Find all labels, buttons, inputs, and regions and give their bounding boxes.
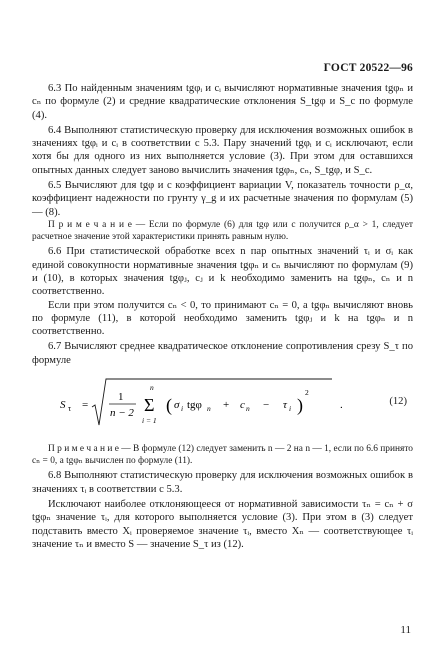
formula-12 (32, 373, 413, 435)
fraction-denominator: n − 2 (110, 407, 134, 420)
formula-equals: = (82, 399, 89, 412)
term-c: c (240, 399, 245, 412)
term-c-sub: n (246, 404, 250, 414)
right-paren: ) (297, 395, 303, 416)
formula-lhs: S (60, 399, 66, 412)
term-exponent: 2 (305, 388, 309, 398)
term-plus: + (223, 399, 230, 412)
note-12: П р и м е ч а н и е — В формуле (12) следует заменить n — 2 на n — 1, если по 6.6 принято cₙ = 0, а tgφₙ вычислен по формуле (11). (32, 444, 413, 467)
sum-symbol: Σ (144, 395, 155, 416)
term-sigma: σ (174, 399, 180, 412)
page-number: 11 (400, 624, 411, 636)
document-code-header: ГОСТ 20522—96 (323, 62, 413, 74)
paragraph-6-8-cont: Исключают наиболее отклоняющееся от нормативной зависимости τₙ = cₙ + σ tgφₙ значение τᵢ, для которого выполняется условие (3). При этом в (3) следует подставить вместо Xᵢ проверяемое значение τᵢ, вместо Xₙ — соответствующее τᵢ значение τₙ и вместо S — значение S_τ из (12). (32, 499, 413, 550)
term-tg-sub: n (207, 404, 211, 414)
left-paren: ( (166, 395, 172, 416)
formula-period: . (340, 399, 343, 412)
sum-upper-limit: n (150, 383, 154, 393)
sum-lower-limit: i = 1 (142, 416, 157, 426)
formula-lhs-sub: τ (68, 404, 72, 414)
paragraph-6-6: 6.6 При статистической обработке всех n пар опытных значений τᵢ и σᵢ как единой совокупности нормативные значения tgφₙ и cₙ вычисляют по формулам (9) и (10), в которых значения tgφⱼ, cⱼ и k необходимо заменить на tgφₙ, cₙ и n соответственно. (32, 246, 413, 298)
fraction-numerator: 1 (118, 391, 124, 404)
term-tg: tgφ (187, 399, 202, 412)
term-tau: τ (283, 399, 287, 412)
term-sigma-sub: i (181, 404, 184, 414)
paragraph-6-4: 6.4 Выполняют статистическую проверку для исключения возможных ошибок в значениях tgφᵢ и cᵢ в соответствии с 5.3. Пару значений tgφᵢ и cᵢ исключают, если хотя бы для одного из них выполняется условие (3). При этом для оставшихся опытных данных следует заново вычислить значения tgφₙ, cₙ, S_tgφ, и S_c. (32, 124, 413, 176)
paragraph-6-6-cont: Если при этом получится cₙ < 0, то принимают cₙ = 0, а tgφₙ вычисляют вновь по формуле (11), в которой необходимо заменить tgφⱼ и k на tgφₙ и n соответственно. (32, 299, 413, 338)
equation-number: (12) (389, 396, 407, 408)
paragraph-6-7: 6.7 Вычисляют среднее квадратическое отклонение сопротивления срезу S_τ по формуле (32, 341, 413, 366)
formula-12-graphic (32, 373, 413, 435)
note-6-5: П р и м е ч а н и е — Если по формуле (6) для tgφ или c получится ρ_α > 1, следует расчетное значение этой характеристики принять равным нулю. (32, 219, 413, 243)
paragraph-6-5: 6.5 Вычисляют для tgφ и с коэффициент вариации V, показатель точности ρ_α, коэффициент надежности по грунту γ_g и их расчетные значения по формулам (5) — (8). (32, 180, 413, 218)
term-minus: − (263, 399, 270, 412)
paragraph-6-8: 6.8 Выполняют статистическую проверку для исключения возможных ошибок в значениях τᵢ в соответствии с 5.3. (32, 470, 413, 495)
document-body (32, 82, 413, 551)
term-tau-sub: i (289, 404, 292, 414)
paragraph-6-3: 6.3 По найденным значениям tgφᵢ и cᵢ вычисляют нормативные значения tgφₙ и cₙ по формуле (2) и средние квадратические отклонения S_tgφ и S_c по формуле (4). (32, 83, 413, 121)
